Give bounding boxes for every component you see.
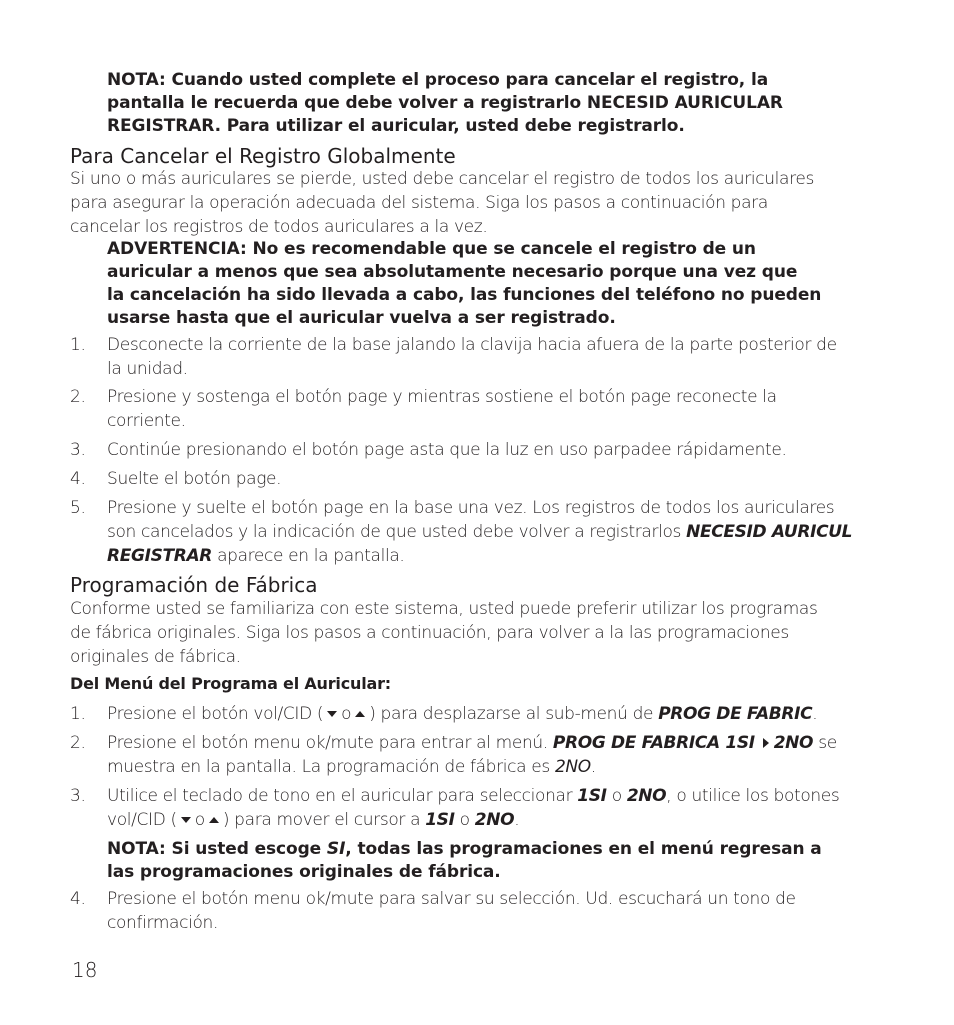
note-line xyxy=(107,838,867,861)
page-number: 18 xyxy=(72,958,98,982)
paragraph-line: para asegurar la operación adecuada del sistema. Siga los pasos a continuación para xyxy=(70,193,768,213)
factory-intro-paragraph xyxy=(70,597,870,669)
step-text: se xyxy=(813,733,837,753)
paragraph-line: Si uno o más auriculares se pierde, usted debe cancelar el registro de todos los auriculares xyxy=(70,169,814,189)
step-text: o xyxy=(454,810,475,830)
step-line: Desconecte la corriente de la base jalando la clavija hacia afuera de la parte posterior de xyxy=(107,335,837,355)
registration-note xyxy=(107,69,867,138)
display-text: 1SI xyxy=(425,810,455,830)
arrow-down-icon xyxy=(181,817,191,823)
step-text: ) para mover el cursor a xyxy=(222,810,426,830)
step-line xyxy=(107,702,867,726)
step-text: . xyxy=(590,757,596,777)
menu-subheading: Del Menú del Programa el Auricular: xyxy=(70,674,391,693)
step-text: son cancelados y la indicación de que usted debe volver a registrarlos xyxy=(107,522,687,542)
note-line: las programaciones originales de fábrica. xyxy=(107,862,501,882)
step-line: Presione el botón menu ok/mute para salvar su selección. Ud. escuchará un tono de xyxy=(107,889,796,909)
display-text: 1SI xyxy=(577,786,607,806)
warning-line: la cancelación ha sido llevada a cabo, las funciones del teléfono no pueden xyxy=(107,285,822,305)
step-number: 3. xyxy=(70,440,86,460)
step-number: 2. xyxy=(70,733,86,753)
warning-line: ADVERTENCIA: No es recomendable que se cancele el registro de un xyxy=(107,239,756,259)
step-line: corriente. xyxy=(107,411,186,431)
paragraph-line: de fábrica originales. Siga los pasos a continuación, para volver a la las programaciones xyxy=(70,623,789,643)
arrow-up-icon xyxy=(355,711,365,717)
cancel-intro-paragraph xyxy=(70,167,870,239)
factory-note xyxy=(107,838,867,884)
step-line xyxy=(107,808,867,832)
step-line xyxy=(107,520,867,544)
step-line: la unidad. xyxy=(107,359,188,379)
display-text: REGISTRAR xyxy=(107,546,213,566)
step-text: ) para desplazarse al sub-menú de xyxy=(369,704,659,724)
display-text: 2NO xyxy=(554,757,591,777)
step-number: 2. xyxy=(70,387,86,407)
step-line: Continúe presionando el botón page asta que la luz en uso parpadee rápidamente. xyxy=(107,440,787,460)
note-line: pantalla le recuerda que debe volver a registrarlo NECESID AURICULAR xyxy=(107,93,783,113)
display-text: SI xyxy=(326,839,346,859)
step-text: o xyxy=(606,786,627,806)
step-number: 1. xyxy=(70,335,86,355)
step-text: vol/CID ( xyxy=(107,810,177,830)
step-text: Utilice el teclado de tono en el auricular para seleccionar xyxy=(107,786,578,806)
display-text: NECESID AURICUL xyxy=(686,522,853,542)
arrow-right-icon xyxy=(763,738,769,748)
step-line xyxy=(107,544,867,568)
step-number: 4. xyxy=(70,889,86,909)
display-text: 2NO xyxy=(626,786,667,806)
step-text: . xyxy=(514,810,520,830)
section-title-cancel: Para Cancelar el Registro Globalmente xyxy=(70,144,456,168)
note-line: REGISTRAR. Para utilizar el auricular, usted debe registrarlo. xyxy=(107,116,685,136)
step-text: o xyxy=(341,704,352,724)
step-number: 4. xyxy=(70,469,86,489)
paragraph-line: originales de fábrica. xyxy=(70,647,241,667)
display-text: 2NO xyxy=(773,733,814,753)
step-text: muestra en la pantalla. La programación de fábrica es xyxy=(107,757,555,777)
step-line: Suelte el botón page. xyxy=(107,469,282,489)
display-text: 2NO xyxy=(474,810,515,830)
step-number: 5. xyxy=(70,498,86,518)
step-line: Presione y suelte el botón page en la base una vez. Los registros de todos los auriculares xyxy=(107,498,835,518)
display-text: PROG DE FABRICA 1SI xyxy=(552,733,755,753)
note-line: NOTA: Cuando usted complete el proceso para cancelar el registro, la xyxy=(107,70,769,90)
step-line xyxy=(107,755,867,779)
step-text: Presione el botón vol/CID ( xyxy=(107,704,324,724)
step-text: Presione el botón menu ok/mute para entrar al menú. xyxy=(107,733,553,753)
note-text: , todas las programaciones en el menú regresan a xyxy=(345,839,822,859)
section-title-factory: Programación de Fábrica xyxy=(70,573,318,597)
step-line: Presione y sostenga el botón page y mientras sostiene el botón page reconecte la xyxy=(107,387,777,407)
step-number: 1. xyxy=(70,704,86,724)
step-text: o xyxy=(194,810,205,830)
step-line xyxy=(107,731,867,755)
warning-note xyxy=(107,238,867,330)
display-text: PROG DE FABRIC xyxy=(658,704,813,724)
paragraph-line: cancelar los registros de todos auriculares a la vez. xyxy=(70,217,488,237)
arrow-up-icon xyxy=(209,817,219,823)
arrow-down-icon xyxy=(327,711,337,717)
step-line xyxy=(107,784,867,808)
step-text: aparece en la pantalla. xyxy=(212,546,405,566)
step-number: 3. xyxy=(70,786,86,806)
step-line: confirmación. xyxy=(107,913,218,933)
step-text: , o utilice los botones xyxy=(666,786,840,806)
warning-line: auricular a menos que sea absolutamente necesario porque una vez que xyxy=(107,262,798,282)
step-text: . xyxy=(812,704,818,724)
warning-line: usarse hasta que el auricular vuelva a ser registrado. xyxy=(107,308,616,328)
paragraph-line: Conforme usted se familiariza con este sistema, usted puede preferir utilizar los programas xyxy=(70,599,818,619)
note-text: NOTA: Si usted escoge xyxy=(107,839,327,859)
